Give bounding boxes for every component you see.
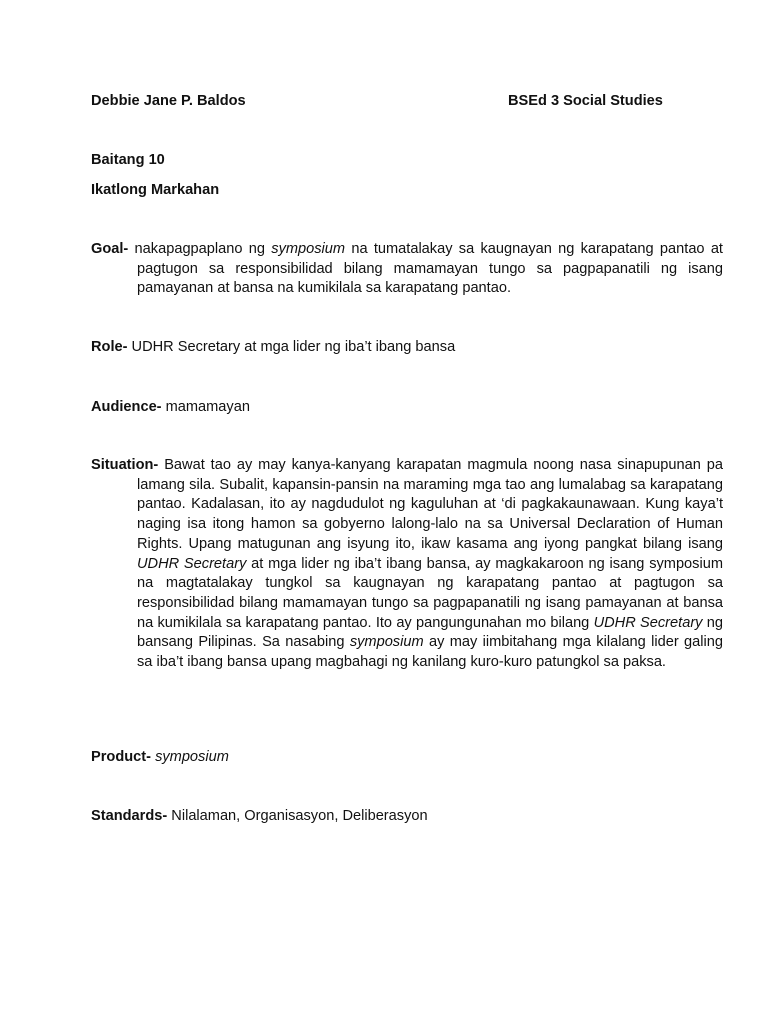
standards-section bbox=[91, 807, 677, 827]
product-em-1: symposium bbox=[155, 749, 229, 765]
situation-em-2: UDHR Secretary bbox=[593, 614, 703, 631]
standards-text: Nilalaman, Organisasyon, Deliberasyon bbox=[167, 808, 428, 824]
standards-label: Standards- bbox=[91, 808, 168, 824]
goal-section bbox=[91, 240, 723, 299]
author-name: Debbie Jane P. Baldos bbox=[91, 93, 246, 109]
grade-level: Baitang 10 bbox=[91, 152, 165, 168]
audience-text: mamamayan bbox=[161, 399, 250, 415]
product-section bbox=[91, 748, 677, 768]
goal-em-1: symposium bbox=[271, 241, 346, 257]
quarter-label: Ikatlong Markahan bbox=[91, 182, 220, 198]
audience-section bbox=[91, 398, 677, 418]
situation-text-3: ng bansang Pilipinas. Sa nasabing bbox=[137, 614, 723, 651]
product-label: Product- bbox=[91, 749, 151, 765]
situation-section bbox=[91, 456, 723, 673]
situation-text-2: at mga lider ng iba’t ibang bansa, ay magkakaroon ng isang symposium na magtatalakay tungkol sa kaugnayan ng karapatang pantao at pagtugon sa responsibilidad bilang mamamayan tungo sa pagpapanatili ng isang pamayanan at bansa na kumikilala sa karapatang pantao. Ito ay pangungunahan mo bilang bbox=[137, 555, 723, 631]
role-section bbox=[91, 338, 677, 358]
goal-text-2: na tumatalakay sa kaugnayan ng karapatang pantao at pagtugon sa responsibilidad bilang mamamayan tungo sa pagpapanatili ng isang pamayanan at bansa na kumikilala sa karapatang pantao. bbox=[137, 241, 723, 297]
situation-text-1: Bawat tao ay may kanya-kanyang karapatan magmula noong nasa sinapupunan pa lamang sila. Subalit, kapansin-pansin na maraming mga tao ang lumalabag sa karapatang pantao. Kadalasan, ito ay nagdudulot ng kaguluhan at ‘di pagkakaunawaan. Kung kaya’t naging isa itong hamon sa gobyerno lalong-lalo na sa Universal Declaration of Human Rights. Upang matugunan ang isyung ito, ikaw kasama ang iyong pangkat bilang isang bbox=[137, 457, 723, 552]
course-name: BSEd 3 Social Studies bbox=[508, 93, 663, 109]
audience-label: Audience- bbox=[91, 399, 162, 415]
goal-label: Goal- bbox=[91, 241, 129, 257]
goal-text-1: nakapagpaplano ng bbox=[128, 241, 272, 257]
role-text: UDHR Secretary at mga lider ng iba’t ibang bansa bbox=[127, 339, 456, 355]
situation-em-3: symposium bbox=[349, 634, 424, 651]
role-label: Role- bbox=[91, 339, 128, 355]
situation-text-4: ay may iimbitahang mga kilalang lider galing sa iba’t ibang bansa upang magbahagi ng kanilang kuro-kuro patungkol sa paksa. bbox=[137, 634, 723, 671]
situation-em-1: UDHR Secretary bbox=[137, 555, 247, 572]
situation-label: Situation- bbox=[91, 457, 159, 473]
